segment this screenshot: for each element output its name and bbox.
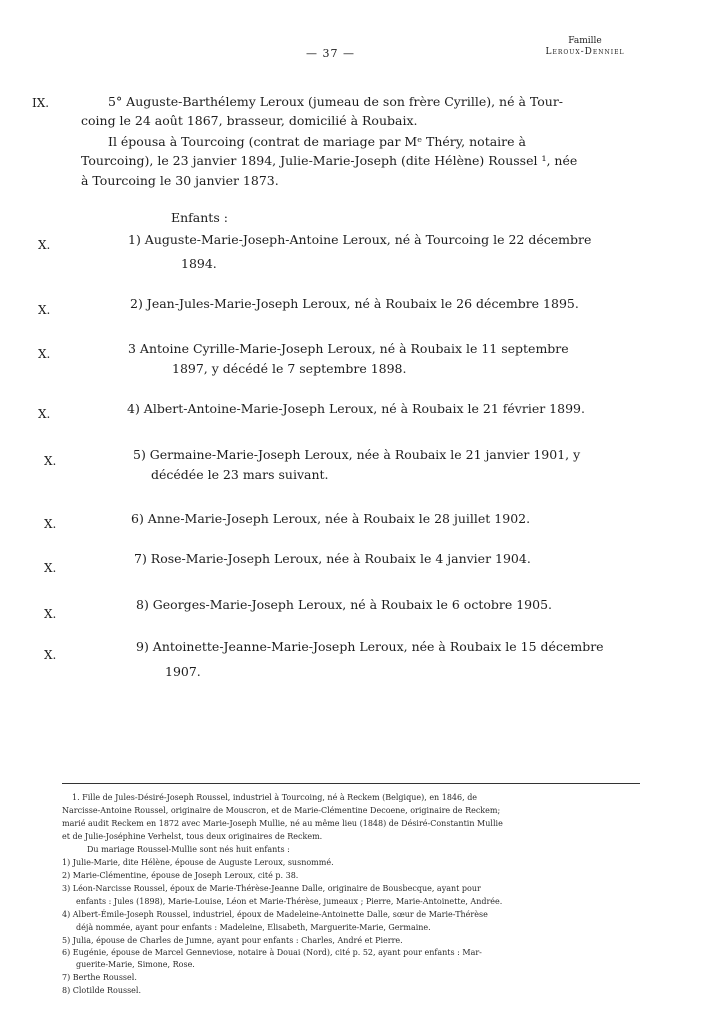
footnote-line: Narcisse-Antoine Roussel, originaire de Mouscron, et de Marie-Clémentine Decoene, originaire de Reckem; xyxy=(62,806,501,815)
entry-line-1: 5° Auguste-Barthélemy Leroux (jumeau de son frère Cyrille), né à Tour- xyxy=(108,94,564,109)
running-header xyxy=(530,36,640,58)
child-line-1: 6) Anne-Marie-Joseph Leroux, née à Roubaix le 28 juillet 1902. xyxy=(131,511,531,526)
footnote-line: guerite-Marie, Simone, Rose. xyxy=(76,960,195,969)
footnote-line: 7) Berthe Roussel. xyxy=(62,973,137,982)
child-line-1: 1) Auguste-Marie-Joseph-Antoine Leroux, né à Tourcoing le 22 décembre xyxy=(128,232,592,247)
child-line-2: 1894. xyxy=(181,256,217,271)
child-generation: X. xyxy=(38,303,51,317)
page-number: — 37 — xyxy=(306,47,355,60)
footnote-line: 8) Clotilde Roussel. xyxy=(62,986,142,995)
footnote-line: 4) Albert-Émile-Joseph Roussel, industriel, époux de Madeleine-Antoinette Dalle, sœur de Marie-Thérèse xyxy=(62,910,488,919)
footnote-line: déjà nommée, ayant pour enfants : Madeleine, Elisabeth, Marguerite-Marie, Germaine. xyxy=(76,923,431,932)
child-line-1: 3 Antoine Cyrille-Marie-Joseph Leroux, né à Roubaix le 11 septembre xyxy=(128,341,569,356)
child-generation: X. xyxy=(38,347,51,361)
footnote-line: 1) Julie-Marie, dite Hélène, épouse de Auguste Leroux, susnommé. xyxy=(62,858,334,867)
footnote-line: Du mariage Roussel-Mullie sont nés huit enfants : xyxy=(87,845,290,854)
children-heading: Enfants : xyxy=(171,210,228,225)
running-header-line1: Famille xyxy=(568,36,602,46)
entry-line-5: à Tourcoing le 30 janvier 1873. xyxy=(81,173,279,188)
child-generation: X. xyxy=(44,517,57,531)
child-line-2: 1897, y décédé le 7 septembre 1898. xyxy=(172,361,407,376)
footnote-line: 2) Marie-Clémentine, épouse de Joseph Leroux, cité p. 38. xyxy=(62,871,299,880)
child-line-1: 4) Albert-Antoine-Marie-Joseph Leroux, né à Roubaix le 21 février 1899. xyxy=(127,401,585,416)
child-generation: X. xyxy=(38,238,51,252)
footnote-line: 5) Julia, épouse de Charles de Jumne, ayant pour enfants : Charles, André et Pierre. xyxy=(62,936,403,945)
child-generation: X. xyxy=(44,454,57,468)
running-header-line2: Leroux-Denniel xyxy=(545,47,625,57)
footnote-line: et de Julie-Joséphine Verhelst, tous deux originaires de Reckem. xyxy=(62,832,323,841)
child-line-2: 1907. xyxy=(165,664,201,679)
child-line-1: 9) Antoinette-Jeanne-Marie-Joseph Leroux, née à Roubaix le 15 décembre xyxy=(136,639,604,654)
child-generation: X. xyxy=(44,648,57,662)
child-line-2: décédée le 23 mars suivant. xyxy=(151,467,329,482)
child-line-1: 7) Rose-Marie-Joseph Leroux, née à Roubaix le 4 janvier 1904. xyxy=(134,551,531,566)
footnote-line: marié audit Reckem en 1872 avec Marie-Joseph Mullie, né au même lieu (1848) de Désiré-Constantin Mullie xyxy=(62,819,503,828)
child-line-1: 2) Jean-Jules-Marie-Joseph Leroux, né à Roubaix le 26 décembre 1895. xyxy=(130,296,579,311)
generation-marker: IX. xyxy=(32,96,50,110)
child-generation: X. xyxy=(44,561,57,575)
footnote-line: 6) Eugénie, épouse de Marcel Genneviose, notaire à Douai (Nord), cité p. 52, ayant pour enfants : Mar- xyxy=(62,948,482,957)
footnote-divider xyxy=(62,783,640,784)
entry-line-2: coing le 24 août 1867, brasseur, domicilié à Roubaix. xyxy=(81,113,418,128)
child-generation: X. xyxy=(44,607,57,621)
footnote-line: enfants : Jules (1898), Marie-Louise, Léon et Marie-Thérèse, jumeaux ; Pierre, Marie-Antoinette, Andrée. xyxy=(76,897,503,906)
footnote-line: 3) Léon-Narcisse Roussel, époux de Marie-Thérèse-Jeanne Dalle, originaire de Bousbecque, ayant pour xyxy=(62,884,481,893)
child-line-1: 8) Georges-Marie-Joseph Leroux, né à Roubaix le 6 octobre 1905. xyxy=(136,597,553,612)
footnote-line: 1. Fille de Jules-Désiré-Joseph Roussel, industriel à Tourcoing, né à Reckem (Belgique), en 1846, de xyxy=(72,793,478,802)
entry-line-3: Il épousa à Tourcoing (contrat de mariage par Mᵉ Théry, notaire à xyxy=(108,134,526,149)
entry-line-4: Tourcoing), le 23 janvier 1894, Julie-Marie-Joseph (dite Hélène) Roussel ¹, née xyxy=(81,153,578,168)
child-line-1: 5) Germaine-Marie-Joseph Leroux, née à Roubaix le 21 janvier 1901, y xyxy=(133,447,581,462)
child-generation: X. xyxy=(38,407,51,421)
